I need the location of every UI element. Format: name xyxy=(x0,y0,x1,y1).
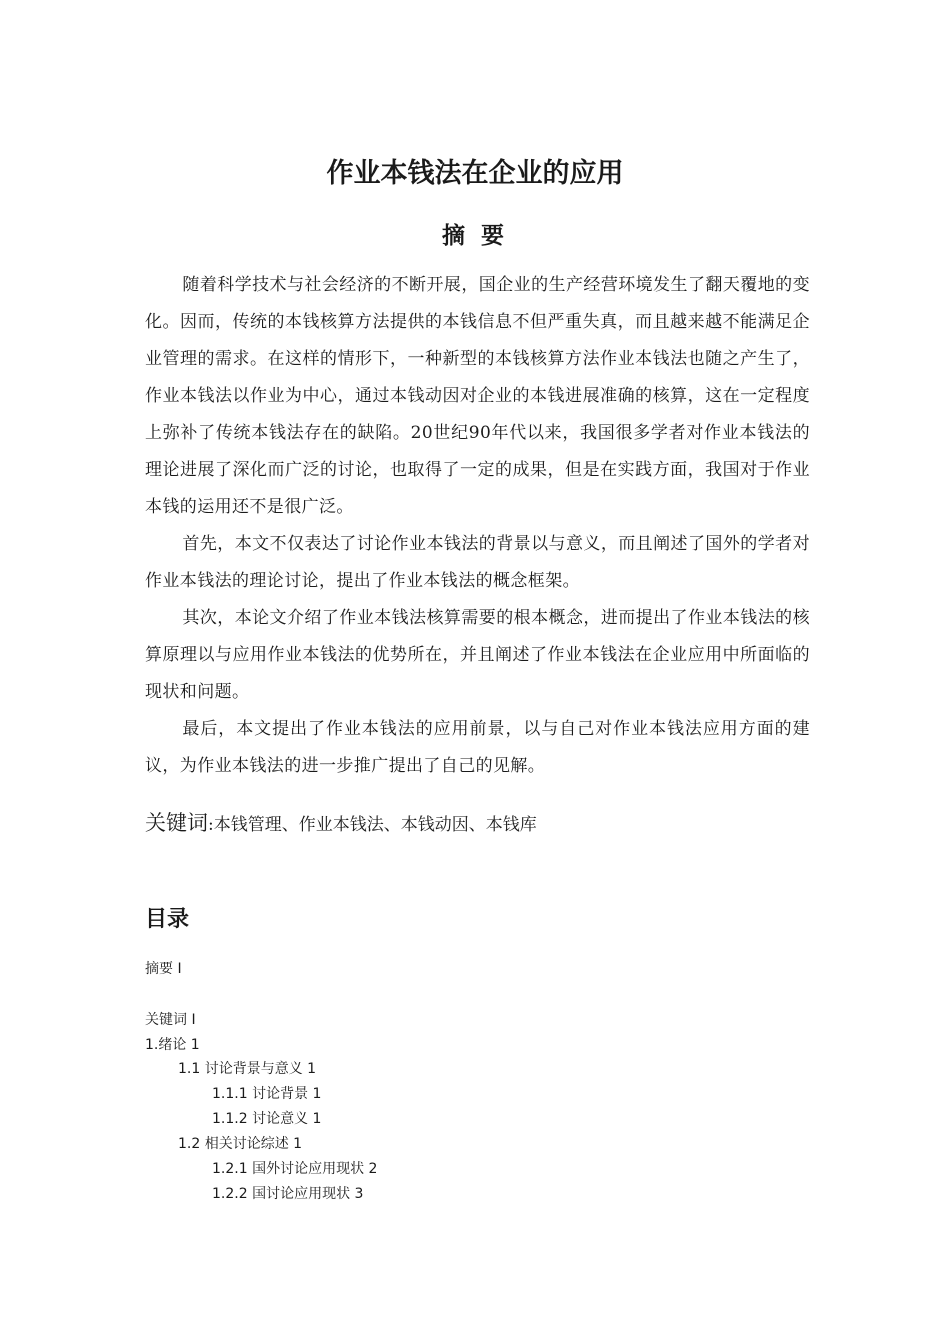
keywords-text: :本钱管理、作业本钱法、本钱动因、本钱库 xyxy=(208,815,537,835)
document-title: 作业本钱法在企业的应用 xyxy=(326,158,624,189)
toc-item[interactable]: 1.2 相关讨论综述 1 xyxy=(178,1136,303,1152)
toc-item[interactable]: 摘要 I xyxy=(145,961,182,977)
toc-heading: 目录 xyxy=(145,907,190,932)
toc-item[interactable]: 关键词 I xyxy=(145,1012,196,1028)
abstract-paragraph: 随着科学技术与社会经济的不断开展，国企业的生产经营环境发生了翻天覆地的变化。因而，传统的本钱核算方法提供的本钱信息不但严重失真，而且越来越不能满足企业管理的需求。在这样的情形下，一种新型的本钱核算方法作业本钱法也随之产生了，作业本钱法以作业为中心，通过本钱动因对企业的本钱进展准确的核算，这在一定程度上弥补了传统本钱法存在的缺陷。20世纪90年代以来，我国很多学者对作业本钱法的理论进展了深化而广泛的讨论，也取得了一定的成果，但是在实践方面，我国对于作业本钱的运用还不是很广泛。 xyxy=(145,275,810,517)
abstract-body xyxy=(145,267,810,785)
abstract-paragraph: 最后，本文提出了作业本钱法的应用前景，以与自己对作业本钱法应用方面的建议，为作业本钱法的进一步推广提出了自己的见解。 xyxy=(145,719,810,776)
toc-item[interactable]: 1.2.1 国外讨论应用现状 2 xyxy=(212,1161,378,1177)
toc-item[interactable]: 1.1 讨论背景与意义 1 xyxy=(178,1061,317,1077)
abstract-paragraph: 首先，本文不仅表达了讨论作业本钱法的背景以与意义，而且阐述了国外的学者对作业本钱法的理论讨论，提出了作业本钱法的概念框架。 xyxy=(145,534,810,591)
keywords-line xyxy=(145,806,537,842)
toc-item[interactable]: 1.2.2 国讨论应用现状 3 xyxy=(212,1186,364,1202)
keywords-label: 关键词 xyxy=(145,811,208,835)
toc-item[interactable]: 1.绪论 1 xyxy=(145,1037,200,1053)
abstract-paragraph: 其次，本论文介绍了作业本钱法核算需要的根本概念，进而提出了作业本钱法的核算原理以与应用作业本钱法的优势所在，并且阐述了作业本钱法在企业应用中所面临的现状和问题。 xyxy=(145,608,810,702)
abstract-heading: 摘 要 xyxy=(441,223,508,249)
toc-item[interactable]: 1.1.2 讨论意义 1 xyxy=(212,1111,322,1127)
toc-item[interactable]: 1.1.1 讨论背景 1 xyxy=(212,1086,322,1102)
